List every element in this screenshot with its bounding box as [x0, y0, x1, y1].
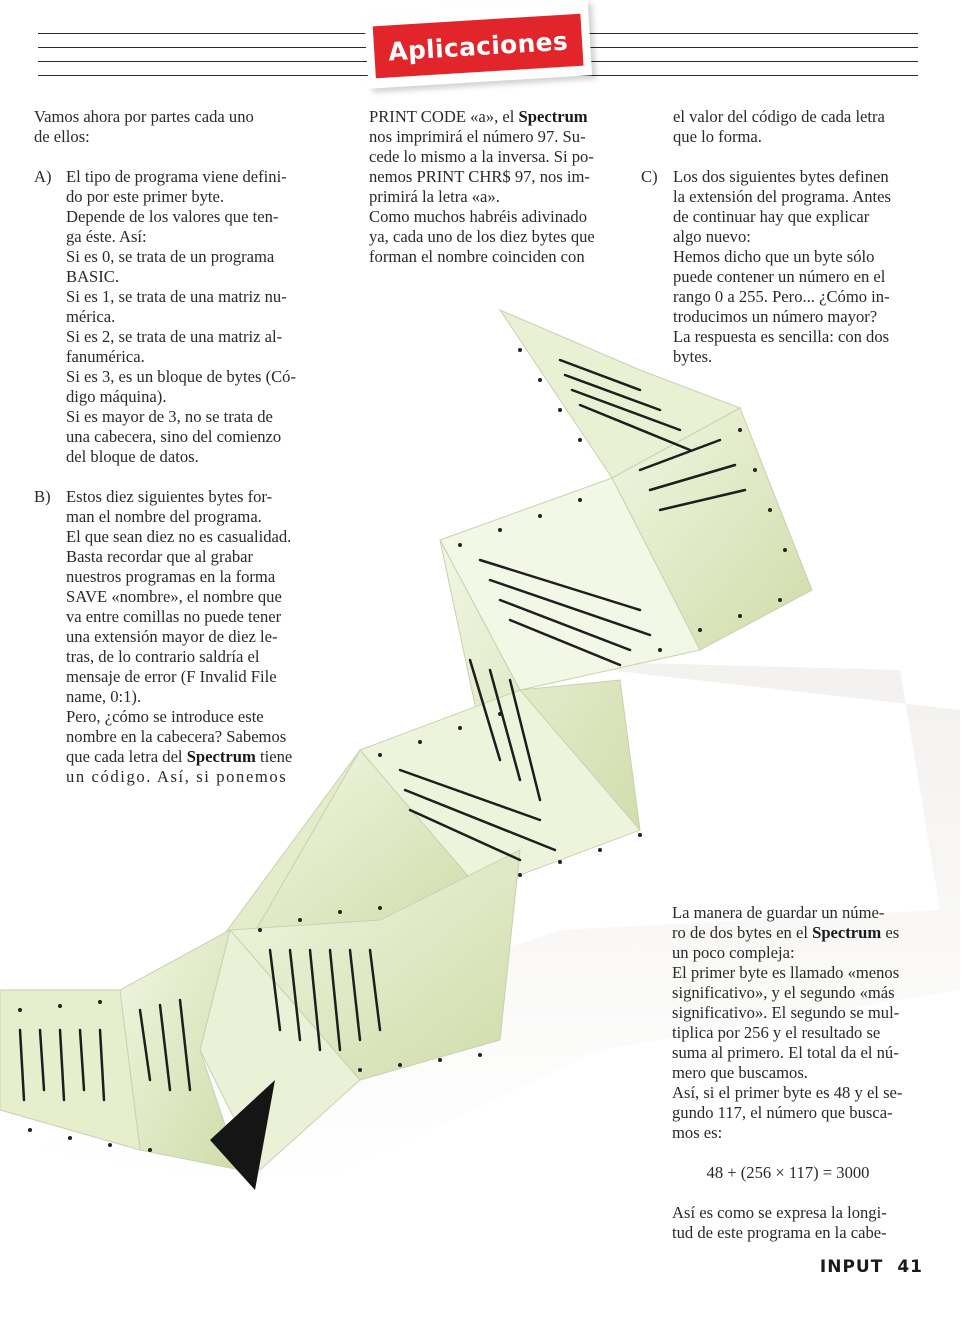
- paragraph-line: Los dos siguientes bytes definen: [673, 167, 889, 186]
- formula: 48 + (256 × 117) = 3000: [706, 1163, 870, 1182]
- spectrum-bold: Spectrum: [186, 747, 256, 766]
- paragraph-line: [369, 107, 620, 127]
- paragraph-line: una cabecera, sino del comienzo: [66, 427, 282, 446]
- list-letter: C): [641, 167, 658, 186]
- paragraph-line: Como muchos habréis adivinado: [369, 207, 587, 226]
- paragraph-line: significativo». El segundo se mul-: [672, 1003, 900, 1022]
- column-4: [672, 903, 924, 1243]
- paragraph-line: primirá la letra «a».: [369, 187, 500, 206]
- paragraph-line: tras, de lo contrario saldría el: [66, 647, 260, 666]
- paragraph-line: do por este primer byte.: [66, 187, 225, 206]
- paragraph-line: Vamos ahora por partes cada uno: [34, 107, 254, 126]
- paragraph-line: Si es mayor de 3, no se trata de: [66, 407, 273, 426]
- paragraph-line: [66, 747, 316, 767]
- paragraph-line: Pero, ¿cómo se introduce este: [66, 707, 264, 726]
- column-1: [34, 107, 316, 787]
- paragraph-line: tud de este programa en la cabe-: [672, 1223, 887, 1242]
- text-run: ro de dos bytes en el: [672, 923, 813, 942]
- column-2: [369, 107, 620, 267]
- page-number: 41: [897, 1257, 923, 1277]
- paragraph-line: tiplica por 256 y el resultado se: [672, 1023, 881, 1042]
- paragraph-line: Si es 3, es un bloque de bytes (Có-: [66, 367, 296, 386]
- paragraph-line: un poco compleja:: [672, 943, 795, 962]
- section-title: Aplicaciones: [373, 14, 584, 79]
- paragraph-line: Basta recordar que al grabar: [66, 547, 254, 566]
- paragraph-line: del bloque de datos.: [66, 447, 199, 466]
- paragraph-line: Si es 1, se trata de una matriz nu-: [66, 287, 287, 306]
- paragraph-line: Así, si el primer byte es 48 y el se-: [672, 1083, 903, 1102]
- paragraph-line: mos es:: [672, 1123, 723, 1142]
- paragraph-line: Depende de los valores que ten-: [66, 207, 279, 226]
- paragraph-line: El tipo de programa viene defini-: [66, 167, 287, 186]
- paragraph-line: va entre comillas no puede tener: [66, 607, 282, 626]
- paragraph-line: significativo», y el segundo «más: [672, 983, 895, 1002]
- section-banner: [364, 0, 592, 89]
- paragraph-line: una extensión mayor de diez le-: [66, 627, 278, 646]
- paragraph-line: mérica.: [66, 307, 116, 326]
- paragraph-line: troducimos un número mayor?: [673, 307, 878, 326]
- spectrum-bold: Spectrum: [812, 923, 882, 942]
- paragraph-line: Si es 0, se trata de un programa: [66, 247, 275, 266]
- paragraph-line: cede lo mismo a la inversa. Si po-: [369, 147, 594, 166]
- paragraph-line: name, 0:1).: [66, 687, 142, 706]
- paragraph-line: la extensión del programa. Antes: [673, 187, 891, 206]
- list-letter: A): [34, 167, 52, 186]
- text-run: es: [881, 923, 900, 942]
- list-item-a: [34, 167, 316, 467]
- column-3: [641, 107, 924, 367]
- paragraph-line: de ellos:: [34, 127, 90, 146]
- paragraph-line: de continuar hay que explicar: [673, 207, 870, 226]
- paragraph-line: nos imprimirá el número 97. Su-: [369, 127, 586, 146]
- paragraph-line: Así es como se expresa la longi-: [672, 1203, 887, 1222]
- paragraph-line: nemos PRINT CHR$ 97, nos im-: [369, 167, 590, 186]
- paragraph-line: nombre en la cabecera? Sabemos: [66, 727, 287, 746]
- paragraph-line: algo nuevo:: [673, 227, 751, 246]
- paragraph-line: SAVE «nombre», el nombre que: [66, 587, 282, 606]
- paragraph-line: La manera de guardar un núme-: [672, 903, 885, 922]
- paragraph-line: El que sean diez no es casualidad.: [66, 527, 292, 546]
- paragraph-line: mero que buscamos.: [672, 1063, 808, 1082]
- paragraph-line: La respuesta es sencilla: con dos: [673, 327, 890, 346]
- paragraph-line: fanumérica.: [66, 347, 145, 366]
- paragraph-line: El primer byte es llamado «menos: [672, 963, 900, 982]
- paragraph-line: mensaje de error (F Invalid File: [66, 667, 277, 686]
- list-letter: B): [34, 487, 51, 506]
- paragraph-line: ga éste. Así:: [66, 227, 147, 246]
- spectrum-bold: Spectrum: [518, 107, 588, 126]
- text-run: PRINT CODE «a», el: [369, 107, 519, 126]
- paragraph-line: nuestros programas en la forma: [66, 567, 276, 586]
- paragraph-line: [672, 923, 924, 943]
- paragraph-line: digo máquina).: [66, 387, 167, 406]
- text-run: que cada letra del: [66, 747, 187, 766]
- list-item-c: [641, 167, 924, 367]
- paragraph-line: rango 0 a 255. Pero... ¿Cómo in-: [673, 287, 890, 306]
- page-footer: [806, 1257, 923, 1277]
- paragraph-line: forman el nombre coinciden con: [369, 247, 585, 266]
- paragraph-line: ya, cada uno de los diez bytes que: [369, 227, 595, 246]
- paragraph-line: suma al primero. El total da el nú-: [672, 1043, 899, 1062]
- paragraph-line: Estos diez siguientes bytes for-: [66, 487, 273, 506]
- text-run: tiene: [255, 747, 293, 766]
- magazine-name: INPUT: [819, 1257, 884, 1277]
- paragraph-line: el valor del código de cada letra: [673, 107, 885, 126]
- list-item-b: [34, 487, 316, 787]
- paragraph-line: puede contener un número en el: [673, 267, 886, 286]
- paragraph-line: Hemos dicho que un byte sólo: [673, 247, 875, 266]
- paragraph-line: Si es 2, se trata de una matriz al-: [66, 327, 283, 346]
- paragraph-line: un código. Así, si ponemos: [66, 767, 288, 786]
- paragraph-line: BASIC.: [66, 267, 120, 286]
- paragraph-line: gundo 117, el número que busca-: [672, 1103, 893, 1122]
- paragraph-line: bytes.: [673, 347, 713, 366]
- paragraph-line: man el nombre del programa.: [66, 507, 262, 526]
- paragraph-line: que lo forma.: [673, 127, 762, 146]
